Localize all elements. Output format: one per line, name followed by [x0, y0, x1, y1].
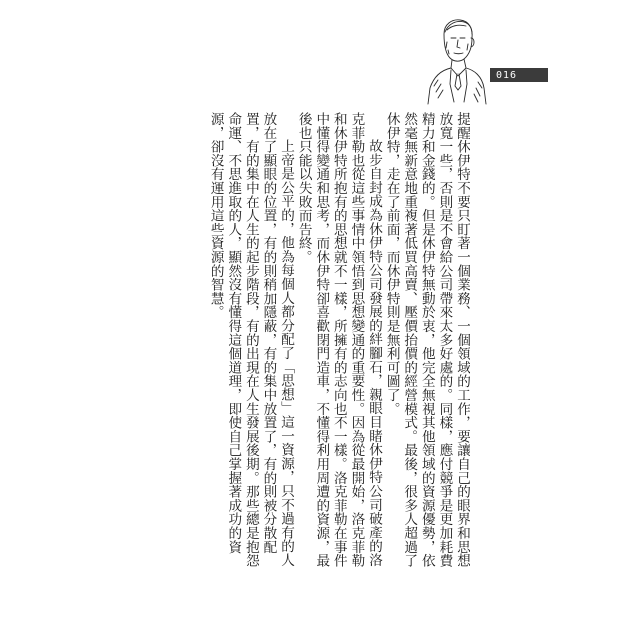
paragraph: 上帝是公平的，他為每個人都分配了「思想」這一資源，只不過有的人放在了顯眼的位置，有的則稍加隱蔽，有的集中放置了，有的則被分散配置，有的集中在人生的起步階段，有的出現在人生發展後期。那些總是抱怨命運、不思進取的人，顯然沒有懂得這個道理，即使自己掌握著成功的資源，卻沒有運用這些資源的智慧。 [207, 112, 295, 568]
page-number: 016 [496, 69, 518, 81]
man-portrait-sketch-icon [420, 14, 490, 106]
portrait-illustration [420, 14, 490, 106]
page-number-bar [490, 68, 548, 82]
paragraph: 提醒休伊特不要只盯著一個業務、一個領域的工作，要讓自己的眼界和思想放寬一些，否則是不會給公司帶來太多好處的。同樣，應付競爭是更加耗費精力和金錢的。但是休伊特無動於衷，他完全無視其他領域的資源優勢，依然毫無新意地重複著低買高賣、壓價抬價的經營模式。最後，很多人超過了休伊特，走在了前面，而休伊特則是無利可圖了。 [383, 112, 470, 568]
paragraph: 故步自封成為休伊特公司發展的絆腳石，親眼目睹休伊特公司破產的洛克菲勒也從這些事情中領悟到思想變通的重要性。因為從最開始，洛克菲勒和休伊特所抱有的思想就不一樣，所擁有的志向也不一樣。洛克菲勒在事件中懂得變通和思考，而休伊特卻喜歡閉門造車，不懂得利用周遭的資源，最後也只能以失敗而告終。 [295, 112, 383, 568]
body-text [168, 112, 470, 572]
